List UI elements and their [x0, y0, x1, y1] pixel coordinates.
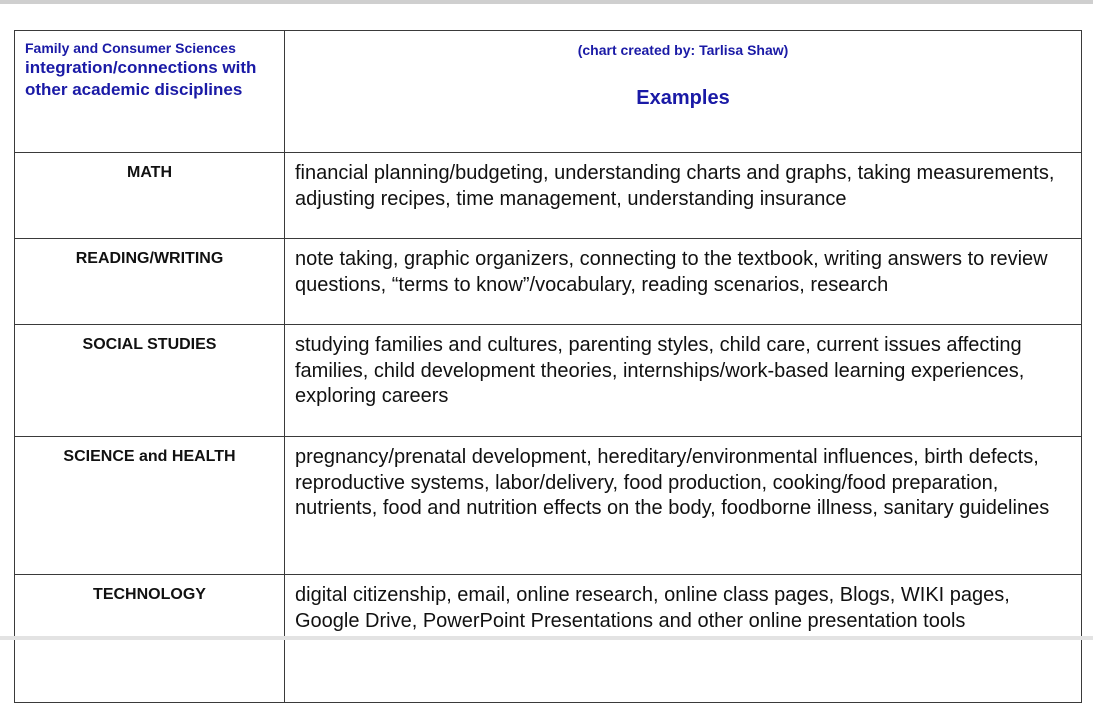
- examples-reading-writing: note taking, graphic organizers, connecting to the textbook, writing answers to review questions, “terms to know”/vocabulary, reading scenarios, research: [285, 239, 1082, 325]
- examples-science-health: pregnancy/prenatal development, hereditary/environmental influences, birth defects, reproductive systems, labor/delivery, food production, cooking/food preparation, nutrients, food and nutrition effects on the body, foodborne illness, sanitary guidelines: [285, 437, 1082, 575]
- table-row: [15, 153, 1082, 239]
- examples-social-studies: studying families and cultures, parenting styles, child care, current issues affecting families, child development theories, internships/work-based learning experiences, exploring careers: [285, 325, 1082, 437]
- header-fcs-title: Family and Consumer Sciences: [25, 40, 236, 56]
- bottom-border-bar: [0, 636, 1093, 640]
- examples-technology: digital citizenship, email, online research, online class pages, Blogs, WIKI pages, Google Drive, PowerPoint Presentations and other online presentation tools: [285, 575, 1082, 703]
- subject-social-studies: SOCIAL STUDIES: [15, 325, 285, 437]
- subject-math: MATH: [15, 153, 285, 239]
- integration-chart-table: [14, 30, 1082, 703]
- table-row: [15, 325, 1082, 437]
- table-row: [15, 239, 1082, 325]
- header-row: [15, 31, 1082, 153]
- examples-math: financial planning/budgeting, understanding charts and graphs, taking measurements, adjusting recipes, time management, understanding insurance: [285, 153, 1082, 239]
- subject-science-health: SCIENCE and HEALTH: [15, 437, 285, 575]
- subject-reading-writing: READING/WRITING: [15, 239, 285, 325]
- top-border-bar: [0, 0, 1093, 4]
- chart-credit: (chart created by: Tarlisa Shaw): [577, 42, 789, 58]
- header-integration-subtitle: integration/connections with other academic disciplines: [25, 58, 257, 99]
- examples-heading: Examples: [636, 87, 730, 109]
- subject-technology: TECHNOLOGY: [15, 575, 285, 703]
- header-left-cell: [15, 31, 285, 153]
- header-right-cell: [285, 31, 1082, 153]
- table-row: [15, 437, 1082, 575]
